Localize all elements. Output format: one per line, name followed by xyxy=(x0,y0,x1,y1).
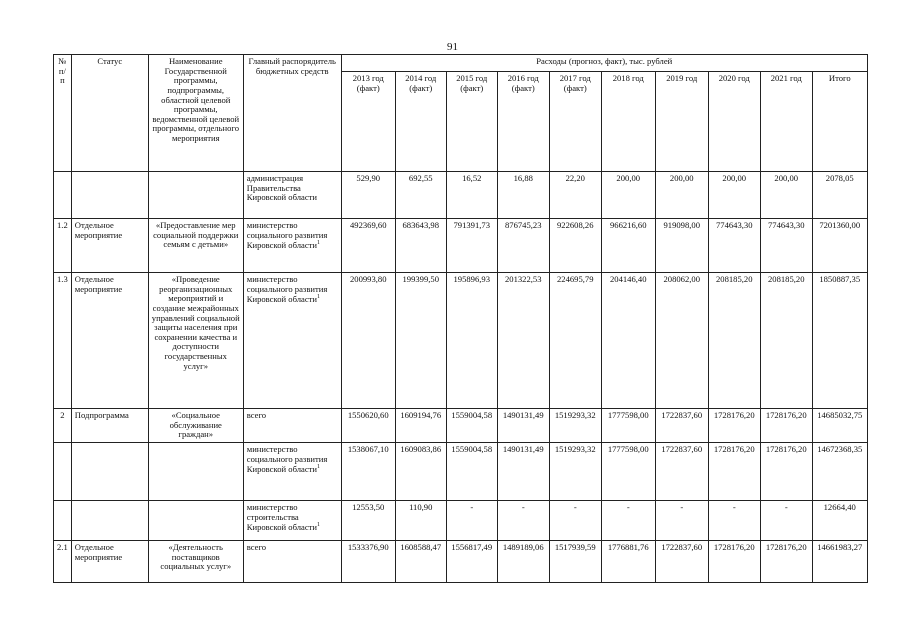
row-num-text: 1.3 xyxy=(57,274,68,284)
row-status-text: Отдельное мероприятие xyxy=(74,274,123,294)
row-total-text: 14672368,35 xyxy=(817,443,863,454)
row-value xyxy=(601,500,655,540)
row-distributor xyxy=(243,500,341,540)
row-value-text: 110,90 xyxy=(409,501,433,512)
row-num-text: 2.1 xyxy=(57,541,68,552)
row-distributor xyxy=(243,409,341,443)
row-value-text: 16,52 xyxy=(462,173,482,183)
row-name-text: «Предоставление мер социальной поддержки семьям с детьми» xyxy=(153,220,239,250)
row-value-text: 529,90 xyxy=(356,173,381,183)
row-value-text: 774643,30 xyxy=(715,220,753,230)
row-value-text: 1538067,10 xyxy=(347,443,389,454)
row-value-text: 692,55 xyxy=(408,173,433,183)
row-total-text: 7201360,00 xyxy=(819,220,861,230)
row-value-text: 199399,50 xyxy=(402,274,440,284)
header-row-top xyxy=(54,55,868,72)
row-value xyxy=(395,273,446,409)
row-value xyxy=(341,273,395,409)
row-value-text: 22,20 xyxy=(565,173,585,183)
row-status xyxy=(71,172,148,219)
row-value-text: 200993,80 xyxy=(349,274,387,284)
row-value-text: 1517939,59 xyxy=(554,541,596,552)
header-year: 2015 год (факт) xyxy=(446,72,497,172)
row-name xyxy=(148,273,243,409)
row-distributor-text: министерство социального развития Кировской области xyxy=(246,443,328,474)
row-value xyxy=(708,409,760,443)
row-value xyxy=(395,500,446,540)
row-name xyxy=(148,219,243,273)
row-value-text: - xyxy=(573,501,577,512)
row-value xyxy=(708,172,760,219)
table-row xyxy=(54,442,868,500)
row-value-text: 200,00 xyxy=(616,173,641,183)
row-value xyxy=(708,500,760,540)
row-value xyxy=(549,409,601,443)
row-num xyxy=(54,409,72,443)
header-year: 2013 год (факт) xyxy=(341,72,395,172)
expenses-table xyxy=(53,54,868,583)
row-value xyxy=(395,540,446,582)
row-name-text: «Социальное обслуживание граждан» xyxy=(169,410,222,440)
row-value xyxy=(395,219,446,273)
row-value xyxy=(446,540,497,582)
row-value-text: 1728176,20 xyxy=(765,443,807,454)
row-value xyxy=(497,500,549,540)
row-value-text: 1609194,76 xyxy=(400,410,442,420)
row-value-text: 791391,73 xyxy=(453,220,491,230)
row-value-text: 12553,50 xyxy=(352,501,385,512)
row-num xyxy=(54,172,72,219)
row-value xyxy=(341,442,395,500)
row-value-text: 683643,98 xyxy=(402,220,440,230)
row-value-text: - xyxy=(732,501,736,512)
footnote-mark: 1 xyxy=(317,294,321,301)
row-total xyxy=(812,273,867,409)
row-value-text: 1609083,86 xyxy=(400,443,442,454)
table-row xyxy=(54,219,868,273)
row-value xyxy=(446,442,497,500)
footnote-mark: 1 xyxy=(317,522,321,529)
row-value-text: - xyxy=(784,501,788,512)
row-distributor-text: министерство социального развития Кировской области xyxy=(246,220,328,251)
row-num xyxy=(54,540,72,582)
row-status xyxy=(71,219,148,273)
row-value-text: 1776881,76 xyxy=(607,541,649,552)
row-name-text: «Проведение реорганизационных мероприятий и создание межрайонных управлений социальной защиты населения при сохранении качества и доступности государственных услуг» xyxy=(151,274,240,371)
row-value-text: - xyxy=(470,501,474,512)
header-year: 2017 год (факт) xyxy=(549,72,601,172)
header-year: 2021 год xyxy=(760,72,812,172)
table-row xyxy=(54,172,868,219)
row-distributor xyxy=(243,540,341,582)
row-value-text: 1728176,20 xyxy=(713,541,755,552)
row-value-text: 200,00 xyxy=(669,173,694,183)
row-value xyxy=(549,540,601,582)
row-value xyxy=(760,442,812,500)
row-value xyxy=(655,500,708,540)
header-expenses: Расходы (прогноз, факт), тыс. рублей xyxy=(341,55,867,72)
row-value xyxy=(655,273,708,409)
row-value xyxy=(655,409,708,443)
header-year: 2014 год (факт) xyxy=(395,72,446,172)
row-name xyxy=(148,540,243,582)
row-value-text: 1490131,49 xyxy=(502,410,544,420)
row-status-text: Отдельное мероприятие xyxy=(74,541,123,562)
row-value xyxy=(708,442,760,500)
row-value xyxy=(446,273,497,409)
row-value xyxy=(497,273,549,409)
header-year: 2018 год xyxy=(601,72,655,172)
row-value xyxy=(446,500,497,540)
row-value-text: 966216,60 xyxy=(609,220,647,230)
row-value xyxy=(655,172,708,219)
row-status xyxy=(71,442,148,500)
row-total xyxy=(812,500,867,540)
row-status xyxy=(71,500,148,540)
row-distributor-text: всего xyxy=(246,410,267,420)
row-value-text: 1728176,20 xyxy=(765,541,807,552)
header-total: Итого xyxy=(812,72,867,172)
row-total-text: 14661983,27 xyxy=(817,541,863,552)
row-value xyxy=(549,219,601,273)
row-distributor-text: министерство строительства Кировской области xyxy=(246,501,318,532)
footnote-mark: 1 xyxy=(317,464,321,471)
row-num xyxy=(54,219,72,273)
row-distributor xyxy=(243,219,341,273)
row-total xyxy=(812,172,867,219)
row-value-text: 1722837,60 xyxy=(661,541,703,552)
row-value-text: 1533376,90 xyxy=(347,541,389,552)
row-value-text: 1728176,20 xyxy=(713,443,755,454)
row-value xyxy=(549,172,601,219)
row-value xyxy=(549,442,601,500)
row-value xyxy=(601,442,655,500)
row-value-text: 1490131,49 xyxy=(502,443,544,454)
row-value xyxy=(341,172,395,219)
row-value-text: 195896,93 xyxy=(453,274,491,284)
row-value xyxy=(760,409,812,443)
row-value xyxy=(446,172,497,219)
header-year: 2019 год xyxy=(655,72,708,172)
row-value-text: 876745,23 xyxy=(504,220,542,230)
row-distributor xyxy=(243,273,341,409)
table-row xyxy=(54,273,868,409)
row-value xyxy=(760,273,812,409)
table-row xyxy=(54,540,868,582)
row-status xyxy=(71,540,148,582)
row-value-text: 1519293,32 xyxy=(554,410,596,420)
row-value xyxy=(497,540,549,582)
row-status xyxy=(71,273,148,409)
row-value xyxy=(341,409,395,443)
row-value-text: 1519293,32 xyxy=(554,443,596,454)
row-total xyxy=(812,409,867,443)
row-value-text: 922608,26 xyxy=(556,220,594,230)
header-year: 2016 год (факт) xyxy=(497,72,549,172)
row-value-text: 1559004,58 xyxy=(451,410,493,420)
row-total-text: 14685032,75 xyxy=(817,410,863,420)
table-row xyxy=(54,409,868,443)
header-status: Статус xyxy=(71,55,148,172)
row-distributor xyxy=(243,442,341,500)
row-value xyxy=(708,219,760,273)
header-name: Наименование Государственной программы, подпрограммы, областной целевой программы, ведомственной целевой программы, отдельного мероприятия xyxy=(148,55,243,172)
row-value-text: 200,00 xyxy=(722,173,747,183)
row-value xyxy=(395,409,446,443)
row-num xyxy=(54,273,72,409)
row-value xyxy=(497,442,549,500)
row-distributor-text: министерство социального развития Кировской области xyxy=(246,274,328,305)
row-num-text: 1.2 xyxy=(57,220,68,230)
row-value xyxy=(549,500,601,540)
row-distributor-text: администрация Правительства Кировской области xyxy=(246,173,318,203)
row-value xyxy=(708,273,760,409)
row-value xyxy=(601,172,655,219)
row-num xyxy=(54,442,72,500)
row-value xyxy=(497,172,549,219)
row-value-text: 1489189,06 xyxy=(502,541,544,552)
row-status-text: Отдельное мероприятие xyxy=(74,220,123,240)
row-value-text: 919098,00 xyxy=(663,220,701,230)
row-value-text: 208185,20 xyxy=(767,274,805,284)
row-name xyxy=(148,409,243,443)
row-value xyxy=(655,540,708,582)
row-value-text: 1559004,58 xyxy=(451,443,493,454)
row-value-text: 201322,53 xyxy=(504,274,542,284)
row-value-text: 208062,00 xyxy=(663,274,701,284)
row-value-text: 1728176,20 xyxy=(765,410,807,420)
row-value-text: 1728176,20 xyxy=(713,410,755,420)
row-value-text: 1550620,60 xyxy=(347,410,389,420)
row-total xyxy=(812,442,867,500)
row-value xyxy=(446,219,497,273)
row-total xyxy=(812,219,867,273)
row-value xyxy=(760,500,812,540)
row-total-text: 12664,40 xyxy=(823,501,856,512)
row-total-text: 1850887,35 xyxy=(819,274,861,284)
row-status xyxy=(71,409,148,443)
row-value xyxy=(760,540,812,582)
table-row xyxy=(54,500,868,540)
row-value xyxy=(497,409,549,443)
row-value-text: 224695,79 xyxy=(556,274,594,284)
row-value xyxy=(341,500,395,540)
page-number: 91 xyxy=(447,41,458,53)
row-total-text: 2078,05 xyxy=(825,173,854,183)
row-value xyxy=(601,540,655,582)
row-value-text: 1556817,49 xyxy=(451,541,493,552)
row-value xyxy=(601,219,655,273)
row-value xyxy=(601,409,655,443)
row-value xyxy=(760,219,812,273)
row-value xyxy=(395,442,446,500)
row-value-text: 1777598,00 xyxy=(607,410,649,420)
row-distributor xyxy=(243,172,341,219)
row-value-text: 204146,40 xyxy=(609,274,647,284)
row-value-text: 1722837,60 xyxy=(661,410,703,420)
row-value xyxy=(708,540,760,582)
footnote-mark: 1 xyxy=(317,240,321,247)
row-value-text: 1722837,60 xyxy=(661,443,703,454)
header-year: 2020 год xyxy=(708,72,760,172)
row-value-text: 208185,20 xyxy=(715,274,753,284)
row-value-text: 16,88 xyxy=(513,173,533,183)
row-value xyxy=(395,172,446,219)
row-value-text: - xyxy=(680,501,684,512)
table-body xyxy=(54,172,868,583)
row-value xyxy=(655,219,708,273)
row-name xyxy=(148,442,243,500)
row-distributor-text: всего xyxy=(246,541,267,552)
row-value xyxy=(549,273,601,409)
row-value xyxy=(655,442,708,500)
row-value-text: - xyxy=(521,501,525,512)
row-value xyxy=(760,172,812,219)
row-num-text: 2 xyxy=(60,410,65,420)
row-value xyxy=(601,273,655,409)
row-value xyxy=(341,219,395,273)
row-name xyxy=(148,172,243,219)
row-value-text: - xyxy=(626,501,630,512)
row-name-text: «Деятельность поставщиков социальных услуг» xyxy=(160,541,232,572)
row-num xyxy=(54,500,72,540)
header-distributor: Главный распорядитель бюджетных средств xyxy=(243,55,341,172)
row-value-text: 1608588,47 xyxy=(400,541,442,552)
row-status-text: Подпрограмма xyxy=(74,410,129,420)
row-name xyxy=(148,500,243,540)
row-value xyxy=(497,219,549,273)
row-value xyxy=(341,540,395,582)
row-value-text: 492369,60 xyxy=(349,220,387,230)
header-num: № п/п xyxy=(54,55,72,172)
row-value-text: 1777598,00 xyxy=(607,443,649,454)
row-value xyxy=(446,409,497,443)
row-value-text: 774643,30 xyxy=(767,220,805,230)
row-value-text: 200,00 xyxy=(774,173,799,183)
row-total xyxy=(812,540,867,582)
